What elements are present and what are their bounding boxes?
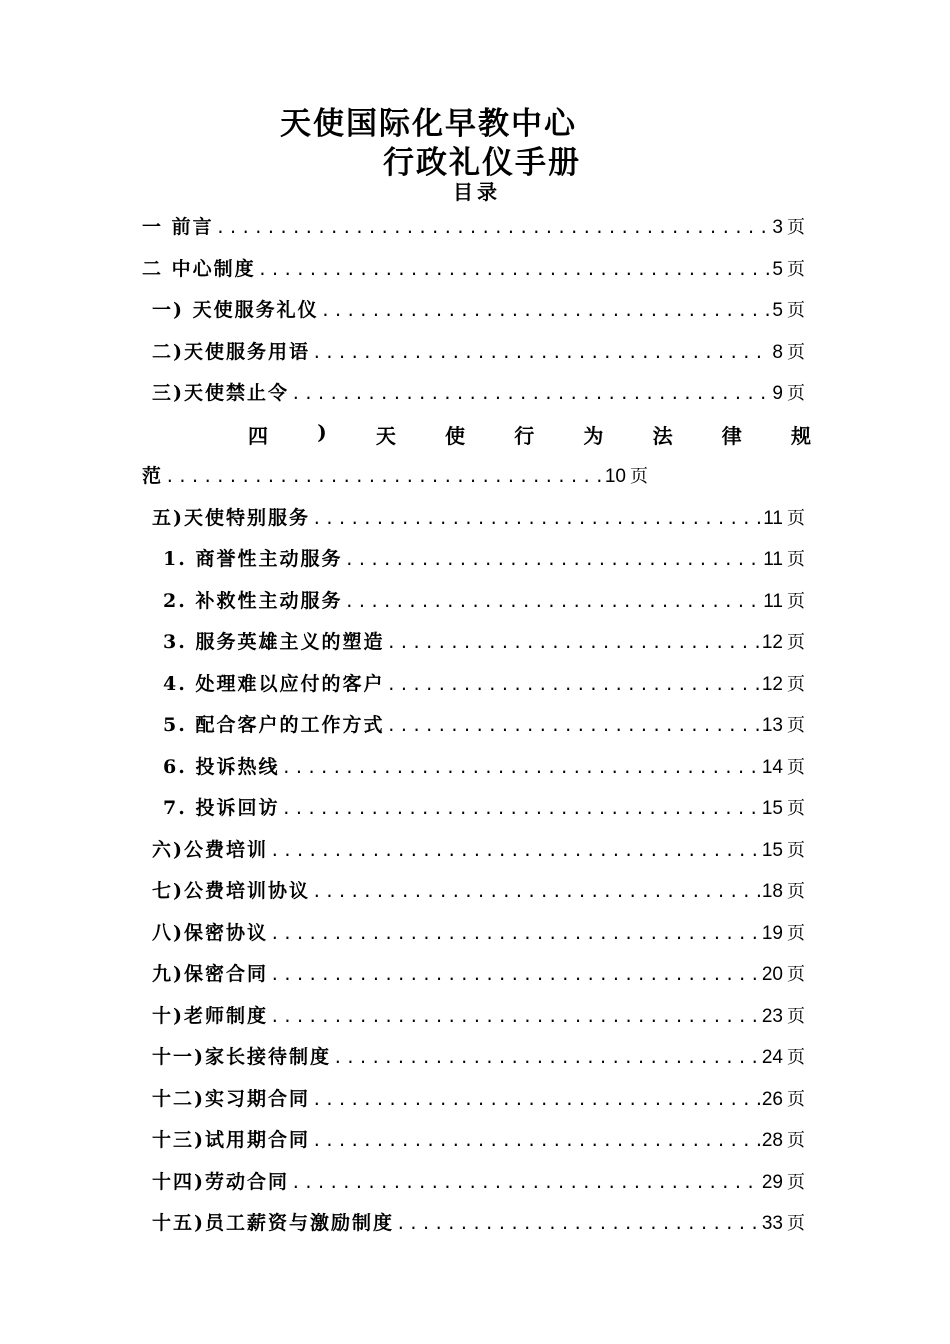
toc-entry-label: 二)天使服务用语 [152, 341, 310, 363]
toc-entry[interactable] [152, 1042, 805, 1072]
toc-leader-dots [321, 301, 771, 320]
justified-char: ) [317, 420, 327, 444]
toc-entry-page-number: 11 [763, 549, 783, 570]
toc-entry[interactable] [163, 627, 805, 657]
toc-entry-page-number: 14 [761, 757, 783, 778]
toc-entry[interactable] [152, 1208, 805, 1238]
toc-page-suffix: 页 [787, 715, 805, 736]
toc-entry-page-number: 12 [761, 632, 783, 653]
toc-entry-page-number: 23 [761, 1006, 783, 1027]
toc-entry-label: 1. 商誉性主动服务 [163, 548, 343, 570]
toc-page-suffix: 页 [787, 1213, 805, 1234]
toc-leader-dots [165, 467, 603, 486]
toc-entry-page-number: 11 [763, 508, 783, 529]
toc-entry[interactable] [152, 1125, 805, 1155]
toc-leader-dots [258, 260, 771, 279]
toc-leader-dots [386, 633, 759, 652]
justified-char: 行 [514, 424, 535, 448]
toc-page-suffix: 页 [787, 1130, 805, 1151]
toc-entry-page-number: 29 [761, 1172, 783, 1193]
toc-page-suffix: 页 [787, 757, 805, 778]
toc-entry-label: 2. 补救性主动服务 [163, 590, 343, 612]
toc-entry-label: 十)老师制度 [152, 1005, 268, 1027]
toc-page-suffix: 页 [787, 508, 805, 529]
toc-entry-label: 三)天使禁止令 [152, 382, 289, 404]
toc-entry-label: 十四)劳动合同 [152, 1171, 289, 1193]
toc-entry-page-number: 26 [761, 1089, 783, 1110]
toc-entry[interactable] [152, 1084, 805, 1114]
toc-entry[interactable] [152, 876, 805, 906]
toc-page-suffix: 页 [787, 300, 805, 321]
toc-entry[interactable] [152, 835, 805, 865]
toc-leader-dots [281, 758, 759, 777]
toc-page-suffix: 页 [630, 466, 648, 487]
toc-entry-page-number: 12 [761, 674, 783, 695]
toc-entry-page-number: 11 [763, 591, 783, 612]
toc-entry[interactable] [152, 337, 805, 367]
toc-leader-dots [270, 841, 760, 860]
toc-entry[interactable] [163, 710, 805, 740]
toc-leader-dots [344, 592, 761, 611]
toc-entry[interactable] [163, 586, 805, 616]
toc-page-suffix: 页 [787, 1047, 805, 1068]
justified-char: 法 [652, 424, 673, 448]
toc-entry-label: 十三)试用期合同 [152, 1129, 310, 1151]
toc-page-suffix: 页 [787, 259, 805, 280]
toc-entry[interactable] [152, 378, 805, 408]
toc-entry-label: 九)保密合同 [152, 963, 268, 985]
toc-leader-dots [312, 509, 761, 528]
toc-entry-page-number: 3 [772, 217, 783, 238]
toc-leader-dots [216, 218, 771, 237]
toc-leader-dots [396, 1214, 760, 1233]
document-title: 天使国际化早教中心 [280, 106, 577, 142]
justified-char: 使 [445, 424, 466, 448]
toc-entry-page-number: 5 [772, 300, 783, 321]
toc-entry-label: 一 前言 [142, 216, 214, 238]
toc-page-suffix: 页 [787, 383, 805, 404]
toc-page-suffix: 页 [787, 923, 805, 944]
toc-entry-label: 6. 投诉热线 [163, 756, 280, 778]
toc-entry[interactable] [152, 503, 805, 533]
toc-entry-page-number: 8 [772, 342, 783, 363]
toc-entry[interactable] [152, 295, 805, 325]
toc-leader-dots [291, 1173, 760, 1192]
toc-leader-dots [312, 343, 770, 362]
toc-page-suffix: 页 [787, 549, 805, 570]
toc-leader-dots [270, 965, 760, 984]
toc-entry-label: 七)公费培训协议 [152, 880, 310, 902]
toc-entry-label: 十二)实习期合同 [152, 1088, 310, 1110]
toc-entry-label: 十五)员工薪资与激励制度 [152, 1212, 394, 1234]
toc-page-suffix: 页 [787, 591, 805, 612]
toc-entry-page-number: 20 [761, 964, 783, 985]
toc-leader-dots [270, 1007, 760, 1026]
toc-entry-page-number: 24 [761, 1047, 783, 1068]
toc-entry-page-number: 5 [772, 259, 783, 280]
toc-entry-label: 一) 天使服务礼仪 [152, 299, 319, 321]
toc-page-suffix: 页 [787, 964, 805, 985]
toc-entry-page-number: 15 [761, 798, 783, 819]
toc-page-suffix: 页 [787, 798, 805, 819]
toc-entry-page-number: 9 [772, 383, 783, 404]
toc-heading: 目录 [453, 180, 501, 204]
toc-leader-dots [270, 924, 760, 943]
toc-entry-page-number: 18 [761, 881, 783, 902]
toc-entry-label: 五)天使特别服务 [152, 507, 310, 529]
toc-page-suffix: 页 [787, 840, 805, 861]
toc-entry[interactable] [142, 254, 805, 284]
toc-entry[interactable] [152, 918, 805, 948]
toc-page-suffix: 页 [787, 674, 805, 695]
toc-entry[interactable] [142, 212, 805, 242]
toc-entry-page-number: 19 [761, 923, 783, 944]
justified-char: 天 [375, 424, 396, 448]
toc-entry-label: 7. 投诉回访 [163, 797, 280, 819]
toc-entry[interactable] [152, 959, 805, 989]
toc-leader-dots [312, 1131, 760, 1150]
toc-leader-dots [281, 799, 759, 818]
toc-entry-label: 八)保密协议 [152, 922, 268, 944]
toc-entry-label: 十一)家长接待制度 [152, 1046, 331, 1068]
justified-char: 规 [790, 424, 811, 448]
toc-entry[interactable] [142, 461, 648, 491]
toc-entry-page-number: 28 [761, 1130, 783, 1151]
toc-entry-label: 5. 配合客户的工作方式 [163, 714, 385, 736]
toc-entry-label: 二 中心制度 [142, 258, 256, 280]
toc-entry-page-number: 13 [761, 715, 783, 736]
toc-leader-dots [312, 1090, 760, 1109]
toc-page-suffix: 页 [787, 342, 805, 363]
toc-page-suffix: 页 [787, 1089, 805, 1110]
toc-entry-justified-line [248, 420, 811, 449]
toc-entry[interactable] [163, 544, 805, 574]
toc-page-suffix: 页 [787, 881, 805, 902]
justified-char: 四 [248, 424, 268, 448]
toc-page-suffix: 页 [787, 217, 805, 238]
toc-leader-dots [291, 384, 770, 403]
toc-entry[interactable] [152, 1167, 805, 1197]
toc-leader-dots [386, 675, 759, 694]
toc-entry-page-number: 10 [604, 466, 626, 487]
toc-leader-dots [344, 550, 761, 569]
justified-char: 律 [721, 424, 742, 448]
toc-leader-dots [333, 1048, 760, 1067]
toc-entry-page-number: 15 [761, 840, 783, 861]
toc-entry-label: 范 [142, 465, 164, 487]
toc-entry[interactable] [163, 793, 805, 823]
toc-entry-label: 六)公费培训 [152, 839, 268, 861]
toc-page-suffix: 页 [787, 632, 805, 653]
toc-leader-dots [386, 716, 759, 735]
toc-entry[interactable] [163, 669, 805, 699]
toc-entry[interactable] [163, 752, 805, 782]
toc-entry-label: 4. 处理难以应付的客户 [163, 673, 385, 695]
toc-page-suffix: 页 [787, 1006, 805, 1027]
toc-page-suffix: 页 [787, 1172, 805, 1193]
toc-leader-dots [312, 882, 760, 901]
toc-entry[interactable] [152, 1001, 805, 1031]
document-subtitle: 行政礼仪手册 [383, 145, 581, 181]
justified-char: 为 [583, 424, 604, 448]
toc-entry-label: 3. 服务英雄主义的塑造 [163, 631, 385, 653]
toc-entry-page-number: 33 [761, 1213, 783, 1234]
